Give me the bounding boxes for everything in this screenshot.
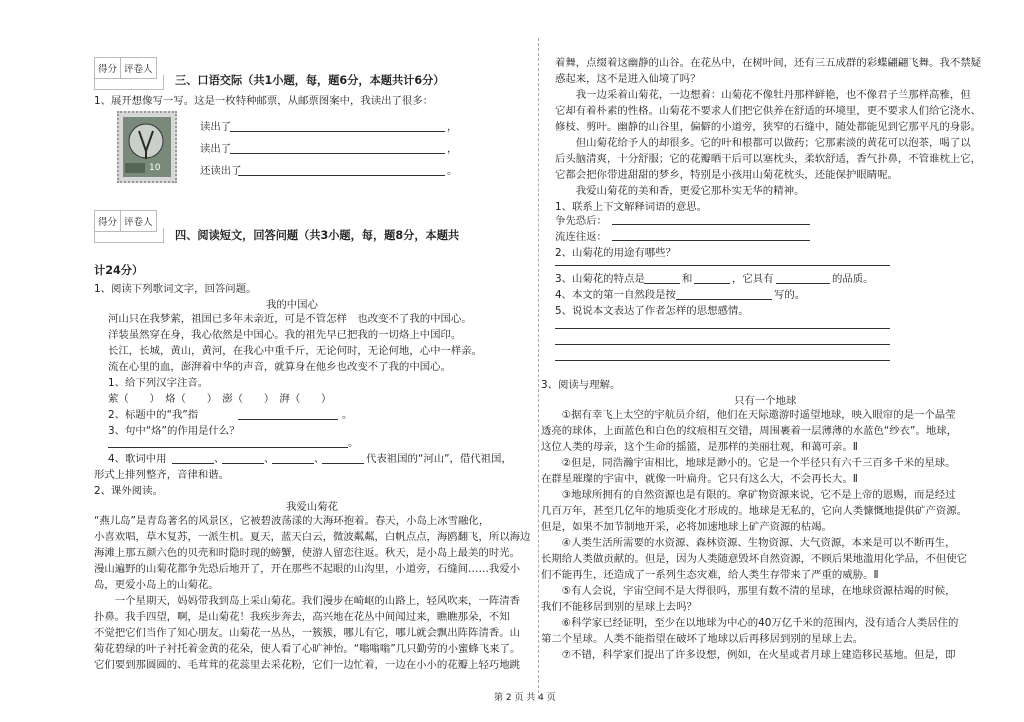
story-line: 扑鼻。我手四望，啊，是山菊花！我疾步奔去，高兴地在花丛中间闻过来，瞧瞧那朵，不知 (94, 611, 510, 623)
answer-blank[interactable] (222, 463, 264, 464)
earth-line: 第二个星球。人类不能指望在破坏了地球以后再移居到别的星球上去。 (541, 633, 864, 645)
section3-title: 三、口语交际（共1小题，每，题6分，本题共计6分） (175, 74, 445, 87)
story-line: 它们要到那圆圆的、毛茸茸的花蕊里去采花粉，它们一边忙着，一边在小小的花瓣上轻巧地跳 (94, 659, 521, 671)
answer-blank[interactable] (238, 419, 338, 420)
right-question-5: 5、说说本文表达了作者怎样的思想感情。 (555, 305, 749, 317)
score-blank (94, 228, 164, 243)
right-question-2: 2、山菊花的用途有哪些？ (555, 247, 676, 259)
story-line: 菊花碧绿的叶子衬托着金黄的花朵，使人看了心旷神怡。“嗡嗡嗡”几只勤劳的小蜜蜂飞来了。 (94, 643, 521, 655)
read-line-3-label: 还读出了 (200, 165, 242, 177)
term-2-label: 流连往返： (555, 231, 607, 243)
earth-line: 在群星璀璨的宇宙中，就像一叶扁舟。它只有这么大，不会再长大。Ⅱ (541, 473, 858, 485)
read-line-1-label: 读出了 (200, 121, 232, 133)
right-question-3: 3、山菊花的特点是 (555, 273, 645, 285)
story-line: 一个星期天，妈妈带我到岛上采山菊花。我们漫步在崎岖的山路上，轻风吹来，一阵清香 (94, 595, 521, 607)
question-read-label: 1、阅读下列歌词文字，回答问题。 (94, 283, 257, 295)
answer-blank[interactable] (555, 360, 890, 361)
question-3-label: 3、阅读与理解。 (541, 379, 621, 391)
answer-blank[interactable] (776, 283, 830, 284)
question-2-label: 2、课外阅读。 (94, 485, 163, 497)
stamp-value: 10 (149, 163, 161, 173)
right-question-3-end: 的品质。 (832, 273, 874, 285)
sub-question-3-end: 。 (348, 437, 359, 449)
right-question-1: 1、联系上下文解释词语的意思。 (555, 201, 708, 213)
earth-line: 们不能再生，还造成了一系列生态灾难，给人类生存带来了严重的威胁。Ⅱ (541, 569, 879, 581)
read-line-3-end: 。 (447, 165, 458, 177)
column-divider (538, 38, 539, 698)
answer-blank[interactable] (644, 283, 680, 284)
poem-line: 流在心里的血，澎湃着中华的声音，就算身在他乡也改变不了我的中国心。 (108, 361, 451, 373)
story-line: 我爱山菊花的美和香，更爱它那朴实无华的精神。 (555, 185, 805, 197)
story-line: 漫山遍野的山菊花都争先恐后地开了，开在那些不起眼的山沟里，小道旁，石缝间……我爱小 (94, 563, 521, 575)
sub-question-4-cont: 代表祖国的“河山”，借代祖国， (366, 453, 512, 465)
stamp-graphic-icon (119, 113, 175, 181)
read-line-2-label: 读出了 (200, 143, 232, 155)
answer-blank[interactable] (555, 344, 890, 345)
earth-line: ①据有幸飞上太空的宇航员介绍，他们在天际遨游时遥望地球，映入眼帘的是一个晶莹 (541, 409, 956, 421)
earth-line: ②但是，同浩瀚宇宙相比，地球是渺小的。它是一个半径只有六千三百多千米的星球。 (541, 457, 956, 469)
score-label: 得分 (98, 64, 118, 75)
earth-line: ⑤有人会说，宇宙空间不是大得很吗，那里有数不清的星球，在地球资源枯竭的时候， (541, 585, 956, 597)
earth-line: ⑦不错，科学家们提出了许多设想，例如，在火星或者月球上建造移民基地。但是，即 (541, 649, 956, 661)
stamp-image (117, 111, 177, 183)
pinyin-row: 萦（ ） 烙（ ） 澎（ ） 湃（ ） (108, 393, 332, 405)
score-blank (94, 75, 164, 90)
answer-blank[interactable] (612, 224, 810, 225)
right-question-3-and: 和 (682, 273, 693, 285)
earth-line: 我们不能移居到别的星球上去吗？ (541, 601, 697, 613)
answer-blank[interactable] (694, 283, 730, 284)
story-line: 它都会把你带进甜甜的梦乡，特别是小孩用山菊花枕头，还能保护眼睛呢。 (555, 169, 898, 181)
answer-blank[interactable] (108, 447, 348, 448)
earth-line: 几百万年，甚至几亿年的地质变化才形成的。地球是无私的，它向人类慷慨地提供矿产资源。 (541, 505, 968, 517)
answer-blank[interactable] (555, 265, 890, 266)
story-line: 岛，更爱小岛上的山菊花。 (94, 579, 219, 591)
story-line: 着舞，点缀着这幽静的山谷。在花丛中，在树叶间，还有三五成群的彩蝶翩翩飞舞。我不禁疑 (555, 57, 982, 69)
earth-line: ⑥科学家已经证明，至少在以地球为中心的40万亿千米的范围内，没有适合人类居住的 (541, 617, 959, 629)
story-line: 小喜欢唱，草木复苏，一派生机。夏天，蓝天白云，微波粼粼，白帆点点，海鸥翻飞，所以海边 (94, 531, 531, 543)
story-line: “燕儿岛”是青岛著名的风景区，它被碧波荡漾的大海环抱着。春天，小岛上冰雪融化， (94, 515, 490, 527)
right-question-4: 4、本文的第一自然段是按 (555, 289, 676, 301)
story-line: 后头脑清爽，十分舒服；它的花瓣晒干后可以塞枕头，柔软舒适，香气扑鼻，不管谁枕上它， (555, 153, 982, 165)
story-line: 我一边采着山菊花，一边想着：山菊花不像牡丹那样鲜艳，也不像君子兰那样高雅，但 (555, 89, 971, 101)
question-1-label: 1、展开想像写一写。这是一枚特种邮票，从邮票图案中，我读出了很多： (94, 95, 434, 107)
term-1-label: 争先恐后： (555, 215, 607, 227)
story-line: 修枝、剪叶。幽静的山谷里，偏僻的小道旁，狭窄的石缝中，随处都能见到它那平凡的身影。 (555, 121, 982, 133)
earth-line: 长期给人类做贡献的。但是，因为人类随意毁坏自然资源，不顾后果地滥用化学品，不但使它 (541, 553, 968, 565)
page-footer: 第 2 页 共 4 页 (494, 693, 556, 703)
sub-question-2: 2、标题中的“我”指 (108, 409, 199, 421)
answer-blank[interactable] (230, 153, 445, 154)
story-line: 但山菊花给予人的却很多。它的叶和根都可以做药；它那素淡的黄花可以泡茶，喝了以 (555, 137, 971, 149)
read-line-2-end: ， (447, 143, 458, 155)
answer-blank[interactable] (172, 463, 214, 464)
sub-question-4: 4、歌词中用 (108, 453, 167, 465)
earth-line: ④人类生活所需要的水资源、森林资源、生物资源、大气资源，本来是可以不断再生， (541, 537, 956, 549)
answer-blank[interactable] (272, 463, 314, 464)
story-line: 不觉把它们当作了知心朋友。山菊花一丛丛，一簇簇，哪儿有它，哪儿就会飘出阵阵清香。山 (94, 627, 521, 639)
right-question-3-mid: ，它具有 (732, 273, 774, 285)
answer-blank[interactable] (238, 175, 445, 176)
answer-blank[interactable] (612, 240, 810, 241)
answer-blank[interactable] (676, 299, 772, 300)
poem-line: 长江，长城，黄山，黄河，在我心中重千斤，无论何时，无论何地，心中一样亲。 (108, 345, 483, 357)
poem-title: 我的中国心 (266, 299, 318, 311)
sep: 、 (314, 453, 325, 465)
earth-line: 但是，如果不加节制地开采，必将加速地球上矿产资源的枯竭。 (541, 521, 832, 533)
story-title: 我爱山菊花 (286, 501, 338, 513)
grader-label: 评卷人 (120, 58, 156, 78)
sep: 、 (214, 453, 225, 465)
sub-question-2-end: 。 (342, 409, 353, 421)
section4-title: 四、阅读短文，回答问题（共3小题，每，题8分，本题共 (175, 229, 460, 242)
answer-blank[interactable] (322, 463, 364, 464)
read-line-1-end: ， (447, 121, 458, 133)
sep: 、 (264, 453, 275, 465)
section4-title-cont: 计24分） (94, 264, 144, 277)
earth-title: 只有一个地球 (734, 395, 797, 407)
sub-question-4-tail: 形式上排列整齐，音律和谐。 (94, 469, 230, 481)
story-line: 它却有着朴素的性格。山菊花不要求人们把它供养在舒适的环境里，更不要求人们给它浇水、 (555, 105, 982, 117)
story-line: 海滩上那五颜六色的贝壳和时隐时现的螃蟹，使游人留恋往返。秋天，是小岛上最美的时光。 (94, 547, 521, 559)
earth-line: ③地球所拥有的自然资源也是有限的。拿矿物资源来说，它不是上帝的恩赐，而是经过 (541, 489, 956, 501)
earth-line: 这位人类的母亲，这个生命的摇篮，是那样的美丽壮观，和蔼可亲。Ⅱ (541, 441, 858, 453)
grader-label: 评卷人 (120, 211, 156, 231)
earth-line: 透亮的球体，上面蓝色和白色的纹痕相互交错，周围裹着一层薄薄的水蓝色“纱衣”。地球， (541, 425, 957, 437)
score-label: 得分 (98, 217, 118, 228)
story-line: 惑起来，这不是进入仙境了吗？ (555, 73, 701, 85)
sub-question-1: 1、给下列汉字注音。 (108, 377, 209, 389)
sub-question-3: 3、句中“烙”的作用是什么？ (108, 425, 240, 437)
poem-line: 洋装虽然穿在身，我心依然是中国心。我的祖先早已把我的一切烙上中国印。 (108, 329, 462, 341)
poem-line: 河山只在我梦萦，祖国已多年未亲近，可是不管怎样 也改变不了我的中国心。 (108, 313, 472, 325)
answer-blank[interactable] (230, 131, 445, 132)
answer-blank[interactable] (555, 328, 890, 329)
right-question-4-end: 写的。 (774, 289, 806, 301)
